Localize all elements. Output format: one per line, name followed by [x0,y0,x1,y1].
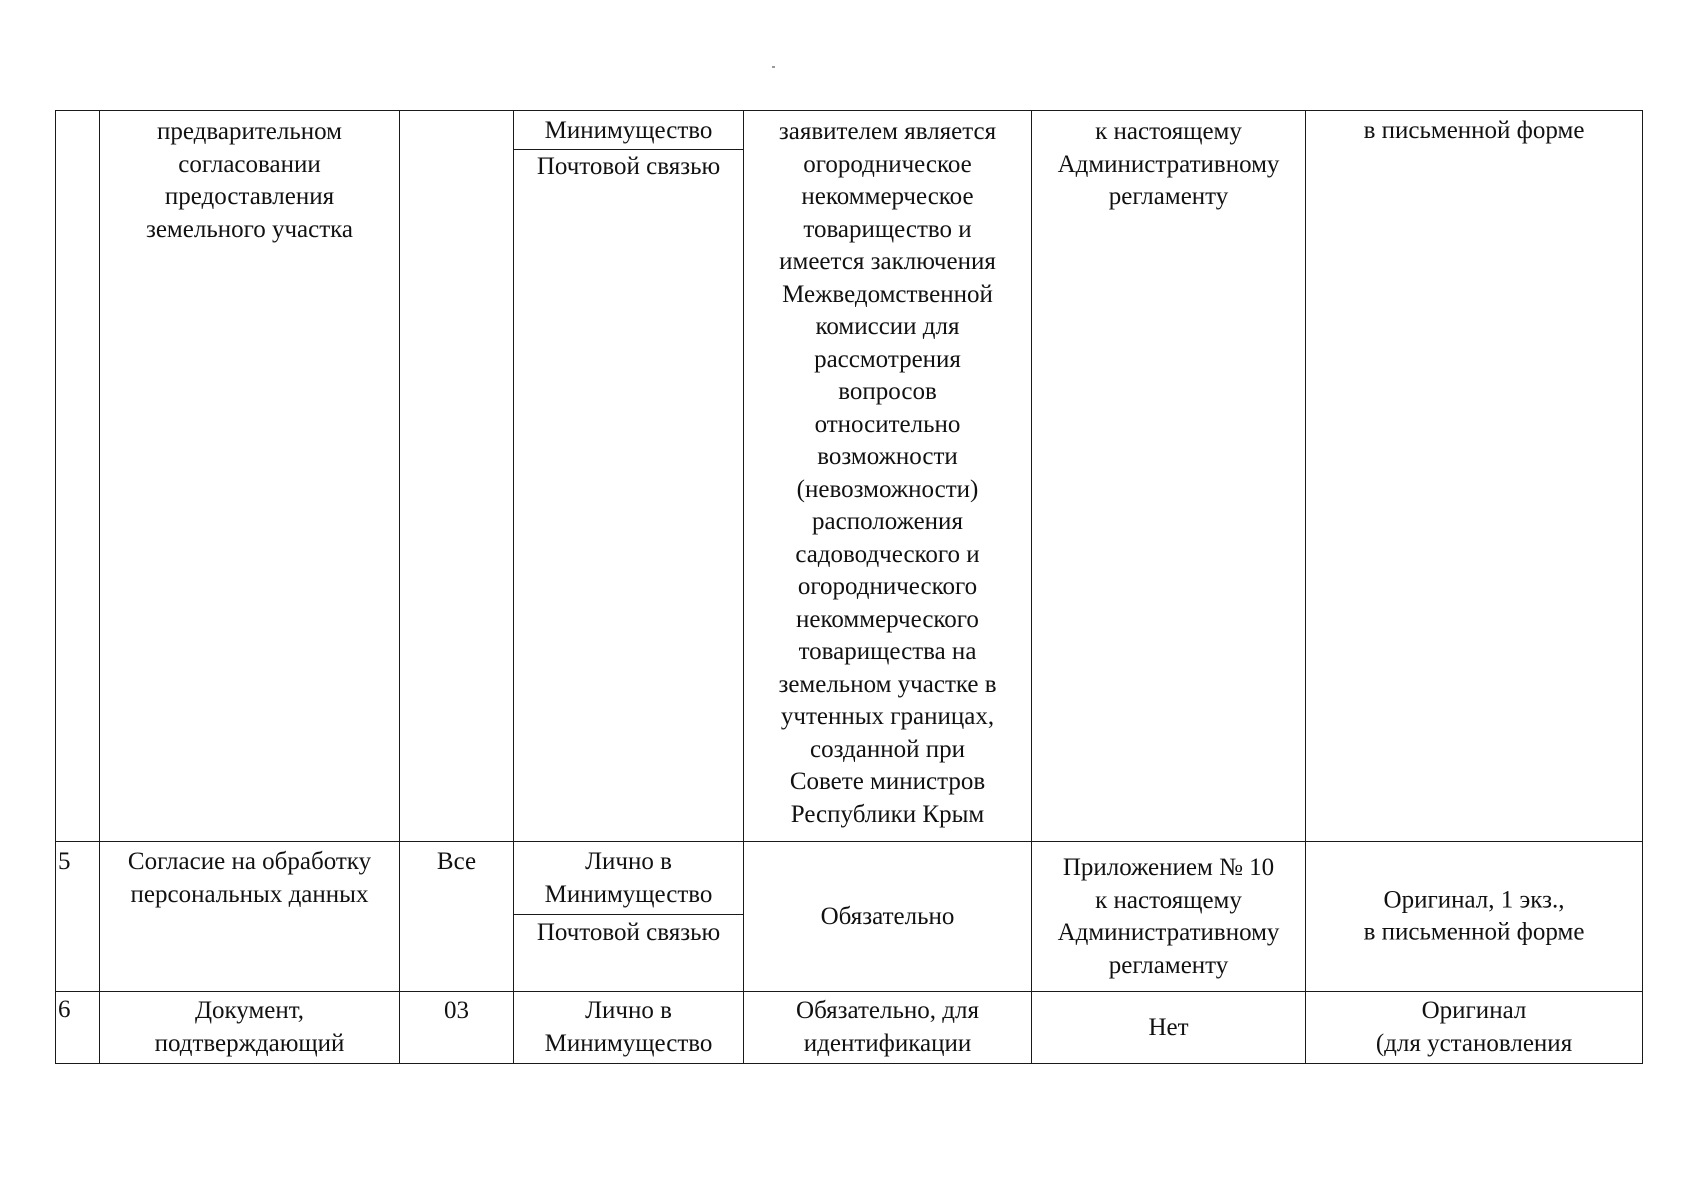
document-name-line: земельного участка [145,215,354,243]
method-personal-subcell: Лично в Минимущество [514,842,743,915]
row-number-cell: 5 [55,842,99,991]
submission-method-cell: Лично в Минимущество [513,992,743,1063]
form-template-cell: Нет [1031,992,1305,1063]
requirement-cell: Обязательно [743,842,1031,991]
document-name-cell: Согласие на обработку персональных данных [99,842,399,991]
document-name-line: предоставления [164,183,335,210]
copy-requirements-cell: Оригинал, 1 экз., в письменной форме [1305,842,1643,991]
copy-requirements-cell: в письменной форме [1305,111,1643,841]
document-name-cell [99,111,399,841]
row-number-cell: 6 [55,992,99,1063]
applicant-category-cell [399,111,513,841]
applicant-category-cell: 03 [399,992,513,1063]
document-name-line: предварительном [157,118,342,145]
table-row [55,992,1643,1064]
requirement-cell: Обязательно, для идентификации [743,992,1031,1063]
table-row [55,842,1643,992]
method-postal-subcell: Почтовой связью [536,153,721,180]
method-personal-subcell: Минимущество [514,111,743,150]
table-row [55,110,1643,842]
method-postal-subcell: Почтовой связью [536,919,721,946]
page-mark [772,66,775,68]
applicant-category-cell: Все [399,842,513,991]
requirement-cell: заявителем является огородническое некоммерческое товарищество и имеется заключения Межведомственной комиссии для рассмотрения вопросов относительно возможности (невозможности) расположения садоводческого и огороднического некоммерческого товарищества на земельном участке в учтенных границах, созданной при Совете министров Республики Крым [743,111,1031,841]
row-number-cell [55,111,99,841]
copy-requirements-cell: Оригинал (для установления [1305,992,1643,1063]
document-name-line: согласовании [178,150,321,178]
submission-method-cell [513,842,743,991]
submission-method-cell [513,111,743,841]
form-template-cell: к настоящему Административному регламенту [1031,111,1305,841]
requirements-table [55,110,1643,1057]
document-name-cell: Документ, подтверждающий [99,992,399,1063]
form-template-cell: Приложением № 10 к настоящему Административному регламенту [1031,842,1305,991]
